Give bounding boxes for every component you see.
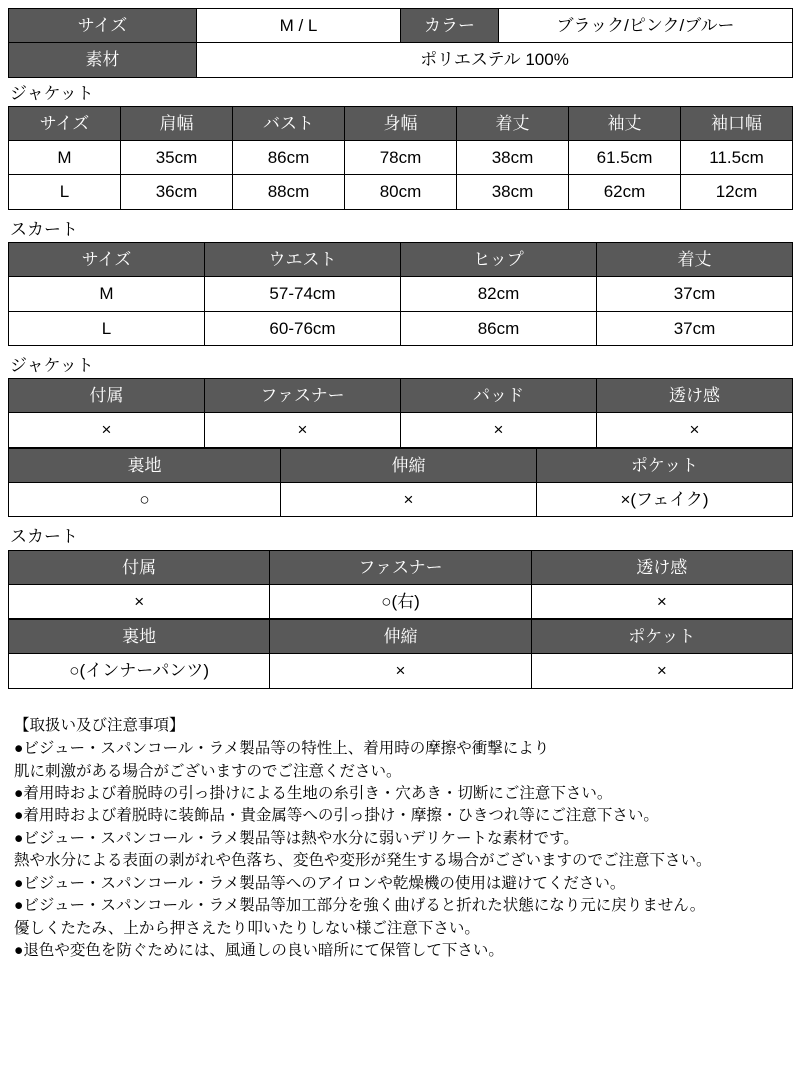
care-note-line: 熱や水分による表面の剥がれや色落ち、変色や変形が発生する場合がございますのでご注意下さい。 [14,852,712,870]
column-header: 裏地 [9,448,281,482]
column-header: 伸縮 [270,620,531,654]
column-header: 肩幅 [121,106,233,140]
column-header: 着丈 [457,106,569,140]
table-row [9,413,793,447]
jacket-detail-table-1 [8,378,793,448]
cell: 57-74cm [205,277,401,311]
skirt-size-table [8,242,793,346]
care-note-line: ●ビジュー・スパンコール・ラメ製品等加工部分を強く曲げると折れた状態になり元に戻りません。 [14,897,706,915]
cell: 78cm [345,141,457,175]
cell: 82cm [401,277,597,311]
column-header: バスト [233,106,345,140]
table-row [9,620,793,654]
cell: 86cm [401,311,597,345]
care-note-line: 優しくたたみ、上から押さえたり叩いたりしない様ご注意下さい。 [14,919,480,937]
cell: × [281,482,537,516]
jacket-detail-label: ジャケット [10,355,94,375]
cell: L [9,311,205,345]
column-header: サイズ [9,243,205,277]
size-value: M / L [197,9,401,43]
care-notes [14,715,792,963]
cell: 60-76cm [205,311,401,345]
cell: × [9,584,270,618]
care-note-line: ●着用時および着脱時に装飾品・貴金属等への引っ掛け・摩擦・ひきつれ等にご注意下さい。 [14,807,659,825]
size-header: サイズ [9,9,197,43]
cell: ○(右) [270,584,531,618]
column-header: 裏地 [9,620,270,654]
table-row [9,654,793,688]
color-value: ブラック/ピンク/ブルー [499,9,793,43]
column-header: ファスナー [270,550,531,584]
cell: 37cm [597,277,793,311]
jacket-size-table [8,106,793,210]
table-row [9,43,793,77]
column-header: 袖丈 [569,106,681,140]
skirt-detail-table-1 [8,550,793,620]
column-header: 透け感 [597,379,793,413]
care-note-line: ●ビジュー・スパンコール・ラメ製品等の特性上、着用時の摩擦や衝撃により [14,740,550,758]
cell: 11.5cm [681,141,793,175]
table-row [9,106,793,140]
top-spec-table [8,8,793,78]
column-header: 袖口幅 [681,106,793,140]
jacket-detail-table-2 [8,448,793,518]
cell: × [270,654,531,688]
cell: 35cm [121,141,233,175]
table-row [9,9,793,43]
cell: × [597,413,793,447]
cell: L [9,175,121,209]
cell: 86cm [233,141,345,175]
skirt-detail-label: スカート [10,527,78,547]
column-header: ファスナー [205,379,401,413]
table-row [9,550,793,584]
table-row [9,277,793,311]
table-row [9,482,793,516]
table-row [9,584,793,618]
care-notes-title: 【取扱い及び注意事項】 [14,716,185,734]
care-note-line: ●退色や変色を防ぐためには、風通しの良い暗所にて保管して下さい。 [14,942,504,960]
column-header: 身幅 [345,106,457,140]
column-header: パッド [401,379,597,413]
column-header: ポケット [537,448,793,482]
column-header: ポケット [531,620,792,654]
cell: 62cm [569,175,681,209]
cell: 36cm [121,175,233,209]
column-header: 伸縮 [281,448,537,482]
material-header: 素材 [9,43,197,77]
cell: 38cm [457,141,569,175]
cell: × [531,654,792,688]
cell: M [9,141,121,175]
skirt-size-label: スカート [10,219,78,239]
cell: 80cm [345,175,457,209]
column-header: サイズ [9,106,121,140]
cell: 37cm [597,311,793,345]
cell: × [531,584,792,618]
cell: M [9,277,205,311]
column-header: ヒップ [401,243,597,277]
table-row [9,448,793,482]
cell: 61.5cm [569,141,681,175]
care-note-line: 肌に刺激がある場合がございますのでご注意ください。 [14,762,402,780]
skirt-detail-table-2 [8,619,793,689]
cell: ×(フェイク) [537,482,793,516]
table-row [9,311,793,345]
table-row [9,243,793,277]
column-header: 透け感 [531,550,792,584]
cell: × [401,413,597,447]
material-value: ポリエステル 100% [197,43,793,77]
care-note-line: ●ビジュー・スパンコール・ラメ製品等へのアイロンや乾燥機の使用は避けてください。 [14,874,626,892]
table-row [9,379,793,413]
color-header: カラー [401,9,499,43]
care-note-line: ●ビジュー・スパンコール・ラメ製品等は熱や水分に弱いデリケートな素材です。 [14,829,579,847]
cell: ○(インナーパンツ) [9,654,270,688]
cell: 38cm [457,175,569,209]
cell: × [205,413,401,447]
table-row [9,175,793,209]
cell: ○ [9,482,281,516]
column-header: 付属 [9,379,205,413]
cell: 12cm [681,175,793,209]
column-header: 着丈 [597,243,793,277]
column-header: 付属 [9,550,270,584]
cell: 88cm [233,175,345,209]
jacket-size-label: ジャケット [10,83,94,103]
table-row [9,141,793,175]
column-header: ウエスト [205,243,401,277]
cell: × [9,413,205,447]
care-note-line: ●着用時および着脱時の引っ掛けによる生地の糸引き・穴あき・切断にご注意下さい。 [14,784,613,802]
